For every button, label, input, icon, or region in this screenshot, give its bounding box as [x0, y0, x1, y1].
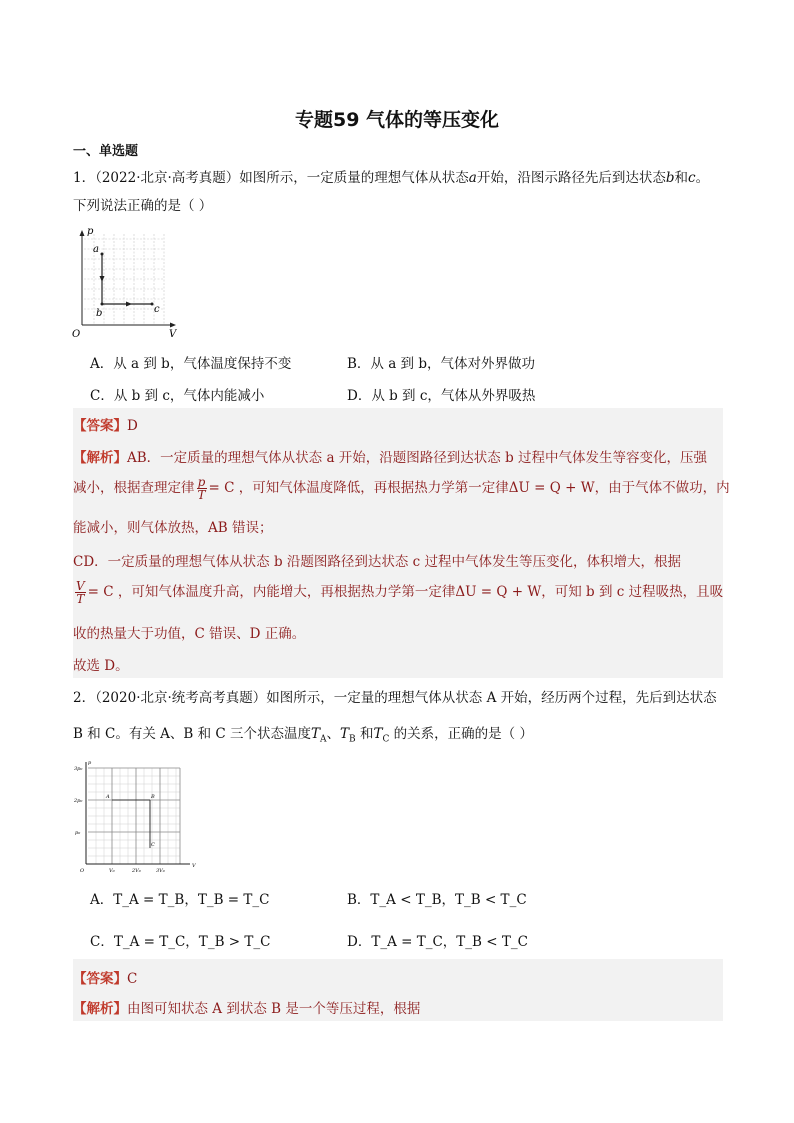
q2-t-symbol-a: T	[311, 726, 321, 742]
q2-stem-text-b: 的关系，正确的是（ ）	[389, 726, 533, 742]
q1-analysis-line7: 故选 D。	[73, 658, 129, 674]
q2-option-a[interactable]: A．T_A = T_B，T_B = T_C	[90, 892, 270, 908]
q2-sub-c: C	[382, 734, 390, 745]
q2-axis-p: p	[88, 760, 92, 766]
q1-stem-line2: 下列说法正确的是（ ）	[73, 198, 213, 214]
q2-answer-row	[73, 967, 137, 987]
q2-answer-block	[73, 959, 723, 1021]
q1-fraction-p-over-t	[197, 476, 207, 501]
q2-x1: V₀	[109, 868, 115, 874]
q1-y-arrow	[80, 230, 85, 236]
q1-axis-v: V	[169, 329, 177, 340]
q2-answer-label: 【答案】	[73, 971, 127, 987]
q1-var-c: c	[688, 170, 696, 186]
page-title: 专题59 气体的等压变化	[294, 109, 500, 131]
q2-label-a: A	[106, 794, 110, 800]
q1-analysis-text2a: 减小，根据查理定律	[73, 480, 195, 496]
q2-sep: 、	[326, 726, 341, 742]
q2-x2: 2V₀	[132, 868, 141, 874]
q1-label-a: a	[93, 244, 99, 255]
q1-analysis-line5	[73, 580, 723, 605]
q1-stem-text-c: 和	[674, 170, 688, 186]
q1-answer-block	[73, 408, 730, 678]
q1-analysis-text2b: = C ，可知气体温度降低，再根据热力学第一定律ΔU = Q + W，由于气体不做功，内	[208, 480, 730, 496]
q2-stem-line1: 2．（2020·北京·统考高考真题）如图所示，一定量的理想气体从状态 A 开始，经历两个过程，先后到达状态	[73, 690, 717, 706]
q1-answer-value: D	[127, 418, 138, 434]
q1-option-a[interactable]: A．从 a 到 b，气体温度保持不变	[90, 356, 292, 372]
section-heading: 一、单选题	[73, 144, 139, 159]
q1-point-a	[101, 253, 104, 256]
q1-var-a: a	[468, 170, 477, 186]
q1-answer-label: 【答案】	[73, 418, 127, 434]
q2-answer-value: C	[127, 971, 138, 987]
q1-option-c[interactable]: C．从 b 到 c，气体内能减小	[90, 388, 265, 404]
q2-analysis-text1: 由图可知状态 A 到状态 B 是一个等压过程，根据	[127, 1001, 421, 1017]
q1-frac1-den: T	[197, 488, 206, 502]
q1-analysis-line2	[73, 476, 730, 501]
q1-analysis-label: 【解析】	[73, 450, 127, 466]
q2-and: 和	[355, 726, 374, 742]
q1-option-b[interactable]: B．从 a 到 b，气体对外界做功	[347, 356, 535, 372]
q1-stem-text-d: 。	[695, 170, 710, 186]
q1-label-c: c	[154, 304, 160, 315]
q2-option-b[interactable]: B．T_A < T_B，T_B < T_C	[347, 892, 527, 908]
q2-pv-graph	[72, 758, 202, 874]
q1-point-b	[101, 303, 104, 306]
q1-analysis-line4: CD．一定质量的理想气体从状态 b 沿题图路径到达状态 c 过程中气体发生等压变化，体积增大，根据	[73, 554, 682, 570]
q1-frac2-den: T	[76, 592, 85, 606]
q2-origin: O	[80, 868, 85, 874]
q2-t-symbol-c: T	[373, 726, 383, 742]
q2-axis-v: V	[192, 863, 196, 869]
q1-origin: O	[72, 329, 81, 340]
q2-label-c: C	[151, 842, 155, 848]
q1-analysis-line6: 收的热量大于功值，C 错误、D 正确。	[73, 626, 306, 642]
q1-analysis-line1	[73, 446, 707, 466]
q1-pv-graph	[70, 224, 185, 340]
q1-stem-text-a: 1．（2022·北京·高考真题）如图所示，一定质量的理想气体从状态	[73, 170, 469, 186]
q1-stem-line1	[73, 166, 709, 186]
q2-stem-text-a: B 和 C。有关 A、B 和 C 三个状态温度	[73, 726, 311, 742]
q1-label-b: b	[96, 308, 103, 319]
q1-analysis-text1: AB．一定质量的理想气体从状态 a 开始，沿题图路径到达状态 b 过程中气体发生等容变化，压强	[127, 450, 708, 466]
q1-var-b: b	[665, 170, 675, 186]
q2-stem-line2	[73, 722, 533, 745]
q1-analysis-text5: = C ，可知气体温度升高，内能增大，再根据热力学第一定律ΔU = Q + W，可知 b 到 c 过程吸热，且吸	[87, 584, 724, 600]
q1-fraction-v-over-t	[75, 580, 86, 605]
q2-y2: 2p₀	[74, 798, 83, 804]
q2-option-c[interactable]: C．T_A = T_C，T_B > T_C	[90, 934, 271, 950]
q2-analysis-label: 【解析】	[73, 1001, 127, 1017]
q2-sub-a: A	[320, 734, 327, 745]
q2-label-b: B	[151, 794, 155, 800]
q1-stem-text-b: 开始，沿图示路径先后到达状态	[476, 170, 666, 186]
q2-sub-b: B	[349, 734, 356, 745]
q1-frac2-num: V	[76, 579, 85, 593]
q1-axis-p: p	[87, 226, 94, 237]
q2-analysis-line1	[73, 997, 420, 1017]
q2-option-d[interactable]: D．T_A = T_C，T_B < T_C	[347, 934, 528, 950]
q1-frac1-num: p	[197, 475, 206, 489]
q2-y3: 3p₀	[74, 766, 83, 772]
q2-y1: p₀	[75, 830, 81, 836]
q1-answer-row	[73, 414, 138, 434]
q1-arrow-bc	[126, 302, 132, 307]
q1-option-d[interactable]: D．从 b 到 c，气体从外界吸热	[347, 388, 536, 404]
q2-x3: 3V₀	[156, 868, 165, 874]
q1-analysis-line3: 能减小，则气体放热，AB 错误；	[73, 520, 273, 536]
q1-x-arrow	[170, 323, 176, 328]
q2-t-symbol-b: T	[340, 726, 350, 742]
